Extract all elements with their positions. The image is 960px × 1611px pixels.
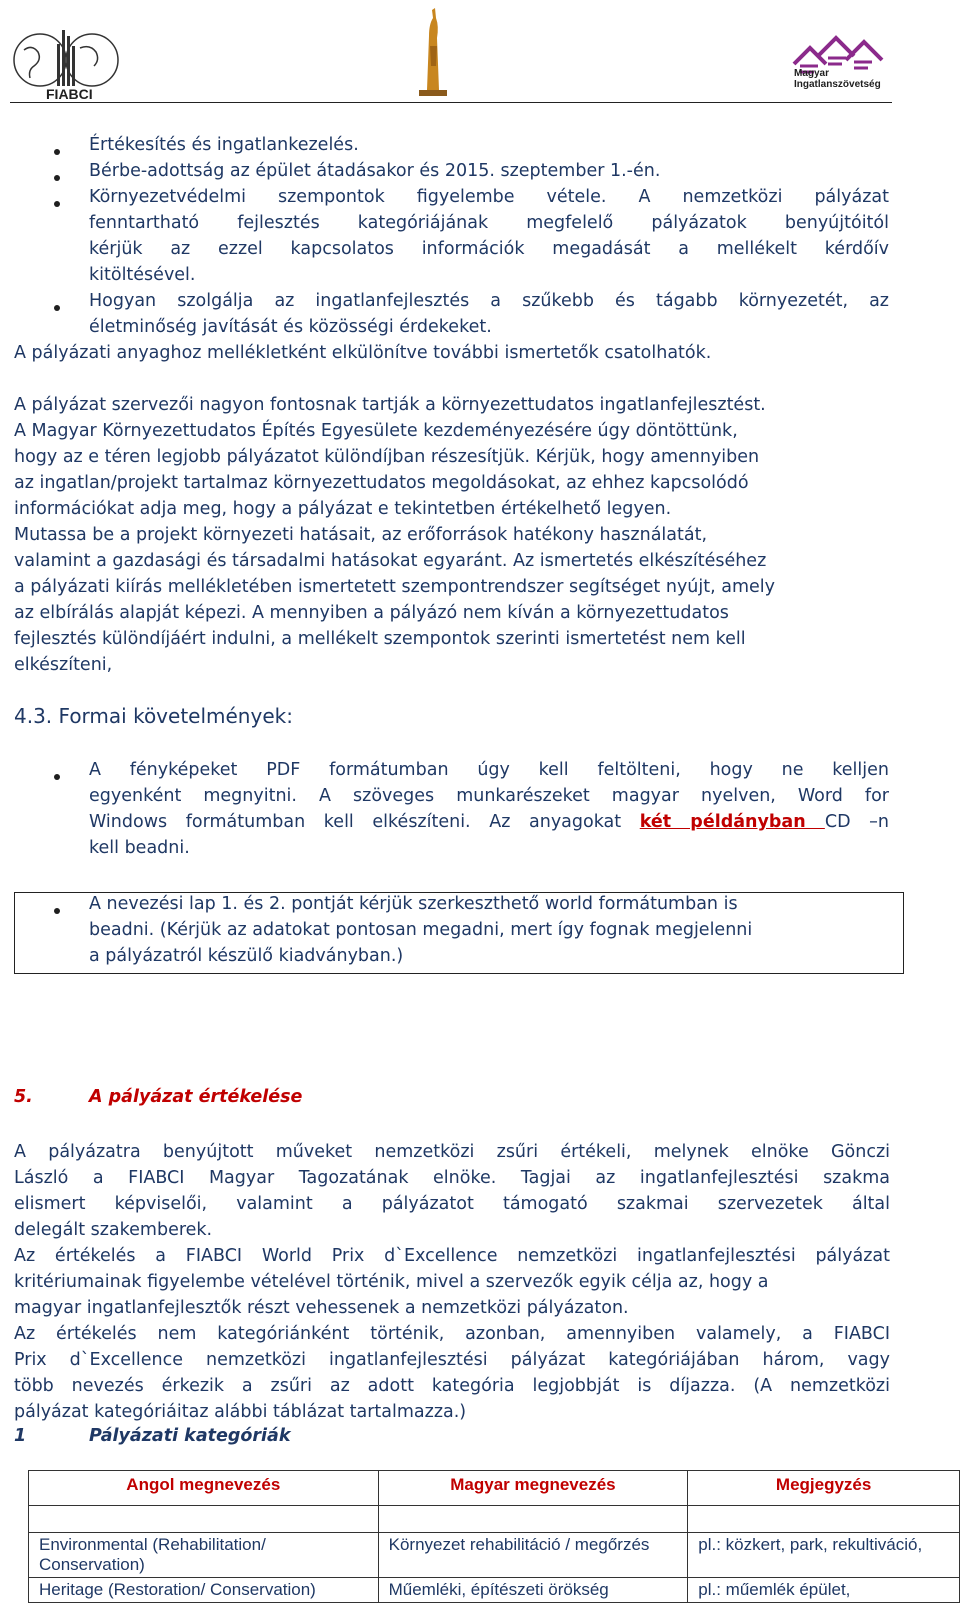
cell-hungarian: Környezet rehabilitáció / megőrzés xyxy=(378,1533,688,1578)
page-header xyxy=(0,0,960,108)
header-hungarian: Magyar megnevezés xyxy=(378,1471,688,1506)
emphasis-two-copies: két példányban xyxy=(639,812,825,832)
eval-paragraph-line: László a FIABCI Magyar Tagozatának elnöke. Tagjai az ingatlanfejlesztési szakma xyxy=(14,1168,890,1188)
bullet-dot xyxy=(54,175,60,181)
env-paragraph-line: fejlesztés különdíjáért indulni, a mellékelt szempontok szerinti ismertetést nem kell xyxy=(14,629,746,649)
cell-english: Heritage (Restoration/ Conservation) xyxy=(29,1578,379,1603)
bullet-item: Értékesítés és ingatlankezelés. xyxy=(89,135,359,155)
boxed-bullet-line: A nevezési lap 1. és 2. pontját kérjük szerkeszthető world formátumban is xyxy=(89,894,738,914)
header-english: Angol megnevezés xyxy=(29,1471,379,1506)
bullet-hogyan-line: életminőség javítását és közösségi érdekeket. xyxy=(89,317,492,337)
table-cell xyxy=(688,1506,960,1533)
env-paragraph-line: hogy az e téren legjobb pályázatot különdíjban részesítjük. Kérjük, hogy amennyiben xyxy=(14,447,760,467)
eval-paragraph-line: elismert képviselői, valamint a pályázatot támogató szakmai szervezetek által xyxy=(14,1194,890,1214)
eval-paragraph-line: Prix d`Excellence nemzetközi ingatlanfejlesztési pályázat kategóriájában három, vagy xyxy=(14,1350,890,1370)
table-row xyxy=(29,1533,960,1578)
categories-table xyxy=(28,1470,960,1603)
boxed-bullet-line: beadni. (Kérjük az adatokat pontosan megadni, mert így fognak megjelenni xyxy=(89,920,753,940)
env-paragraph-line: Mutassa be a projekt környezeti hatásait, az erőforrások hatékony használatát, xyxy=(14,525,708,545)
eval-paragraph-line: Az értékelés a FIABCI World Prix d`Excellence nemzetközi ingatlanfejlesztési pályázat xyxy=(14,1246,890,1266)
bullet-env-line: kitöltésével. xyxy=(89,265,196,285)
formal-bullet-line: A fényképeket PDF formátumban úgy kell feltölteni, hogy ne kelljen xyxy=(89,760,889,780)
bullet-env-line: Környezetvédelmi szempontok figyelembe vétele. A nemzetközi pályázat xyxy=(89,187,889,207)
formal-text: CD –n xyxy=(824,812,889,832)
eval-paragraph-line: kritériumainak figyelembe vételével történik, mivel a szervezők egyik célja az, hogy a xyxy=(14,1272,769,1292)
env-paragraph-line: A pályázat szervezői nagyon fontosnak tartják a környezettudatos ingatlanfejlesztést. xyxy=(14,395,766,415)
bullet-hogyan-line: Hogyan szolgálja az ingatlanfejlesztés a szűkebb és tágabb környezetét, az xyxy=(89,291,889,311)
cell-hungarian: Műemléki, építészeti örökség xyxy=(378,1578,688,1603)
env-paragraph-line: elkészíteni, xyxy=(14,655,113,675)
header-divider xyxy=(10,102,892,103)
eval-paragraph-line: magyar ingatlanfejlesztők részt vehessenek a nemzetközi pályázaton. xyxy=(14,1298,629,1318)
section-5-number: 5. xyxy=(14,1087,33,1107)
section-1-number: 1 xyxy=(14,1426,27,1446)
cell-english: Environmental (Rehabilitation/ Conservation) xyxy=(29,1533,379,1578)
bullet-item: Bérbe-adottság az épület átadásakor és 2015. szeptember 1.-én. xyxy=(89,161,661,181)
table-row xyxy=(29,1578,960,1603)
eval-paragraph-line: pályázat kategóriáitaz alábbi táblázat tartalmazza.) xyxy=(14,1402,467,1422)
env-paragraph-line: információkat adja meg, hogy a pályázat e tekintetben értékelhető legyen. xyxy=(14,499,672,519)
formal-bullet-line: egyenként megnyitni. A szöveges munkarészeket magyar nyelven, Word for xyxy=(89,786,889,806)
boxed-bullet-line: a pályázatról készülő kiadványban.) xyxy=(89,946,404,966)
env-paragraph-line: a pályázati kiírás mellékletében ismertetett szempontrendszer segítséget nyújt, amely xyxy=(14,577,776,597)
table-cell xyxy=(29,1506,379,1533)
bullet-dot xyxy=(54,908,60,914)
section-4-3-heading: 4.3. Formai követelmények: xyxy=(14,704,293,728)
env-paragraph-line: az ingatlan/projekt tartalmaz környezettudatos megoldásokat, az ehhez kapcsolódó xyxy=(14,473,749,493)
env-paragraph-line: A Magyar Környezettudatos Építés Egyesülete kezdeményezésére úgy döntöttünk, xyxy=(14,421,738,441)
award-statue-image xyxy=(415,6,451,98)
header-note: Megjegyzés xyxy=(688,1471,960,1506)
logo-text-line-2: Ingatlanszövetség xyxy=(794,79,881,90)
bullet-env-line: fenntartható fejlesztés kategóriájának megfelelő pályázatok benyújtóitól xyxy=(89,213,889,233)
formal-text: Windows formátumban kell elkészíteni. Az anyagokat xyxy=(89,812,640,832)
eval-paragraph-line: delegált szakemberek. xyxy=(14,1220,213,1240)
env-paragraph-line: valamint a gazdasági és társadalmi hatásokat egyaránt. Az ismertetés elkészítéséhez xyxy=(14,551,767,571)
table-header-row xyxy=(29,1471,960,1506)
eval-paragraph-line: A pályázatra benyújtott műveket nemzetközi zsűri értékeli, melynek elnöke Gönczi xyxy=(14,1142,890,1162)
fiabci-logo-text: FIABCI xyxy=(46,86,93,102)
table-empty-row xyxy=(29,1506,960,1533)
bullet-dot xyxy=(54,201,60,207)
formal-bullet-line-3 xyxy=(89,809,889,835)
cell-note: pl.: műemlék épület, xyxy=(688,1578,960,1603)
bullet-dot xyxy=(54,149,60,155)
formal-bullet-line: kell beadni. xyxy=(89,838,190,858)
bullet-dot xyxy=(54,305,60,311)
bullet-dot xyxy=(54,774,60,780)
table-cell xyxy=(378,1506,688,1533)
section-1-title: Pályázati kategóriák xyxy=(89,1426,291,1446)
logo-text-line-1: Magyar xyxy=(794,68,830,79)
section-5-title: A pályázat értékelése xyxy=(89,1087,303,1107)
bullet-env-line: kérjük az ezzel kapcsolatos információk megadását a mellékelt kérdőív xyxy=(89,239,889,259)
env-paragraph-line: az elbírálás alapját képezi. A mennyiben a pályázó nem kíván a környezettudatos xyxy=(14,603,729,623)
eval-paragraph-line: több nevezés érkezik a zsűri az adott kategória legjobbját is díjazza. (A nemzetközi xyxy=(14,1376,890,1396)
eval-paragraph-line: Az értékelés nem kategóriánként történik, azonban, amennyiben valamely, a FIABCI xyxy=(14,1324,890,1344)
cell-note: pl.: közkert, park, rekultiváció, xyxy=(688,1533,960,1578)
attachment-note: A pályázati anyaghoz mellékletként elkülönítve további ismertetők csatolhatók. xyxy=(14,343,712,363)
magyar-ingatlanszovetseg-text xyxy=(794,68,881,90)
